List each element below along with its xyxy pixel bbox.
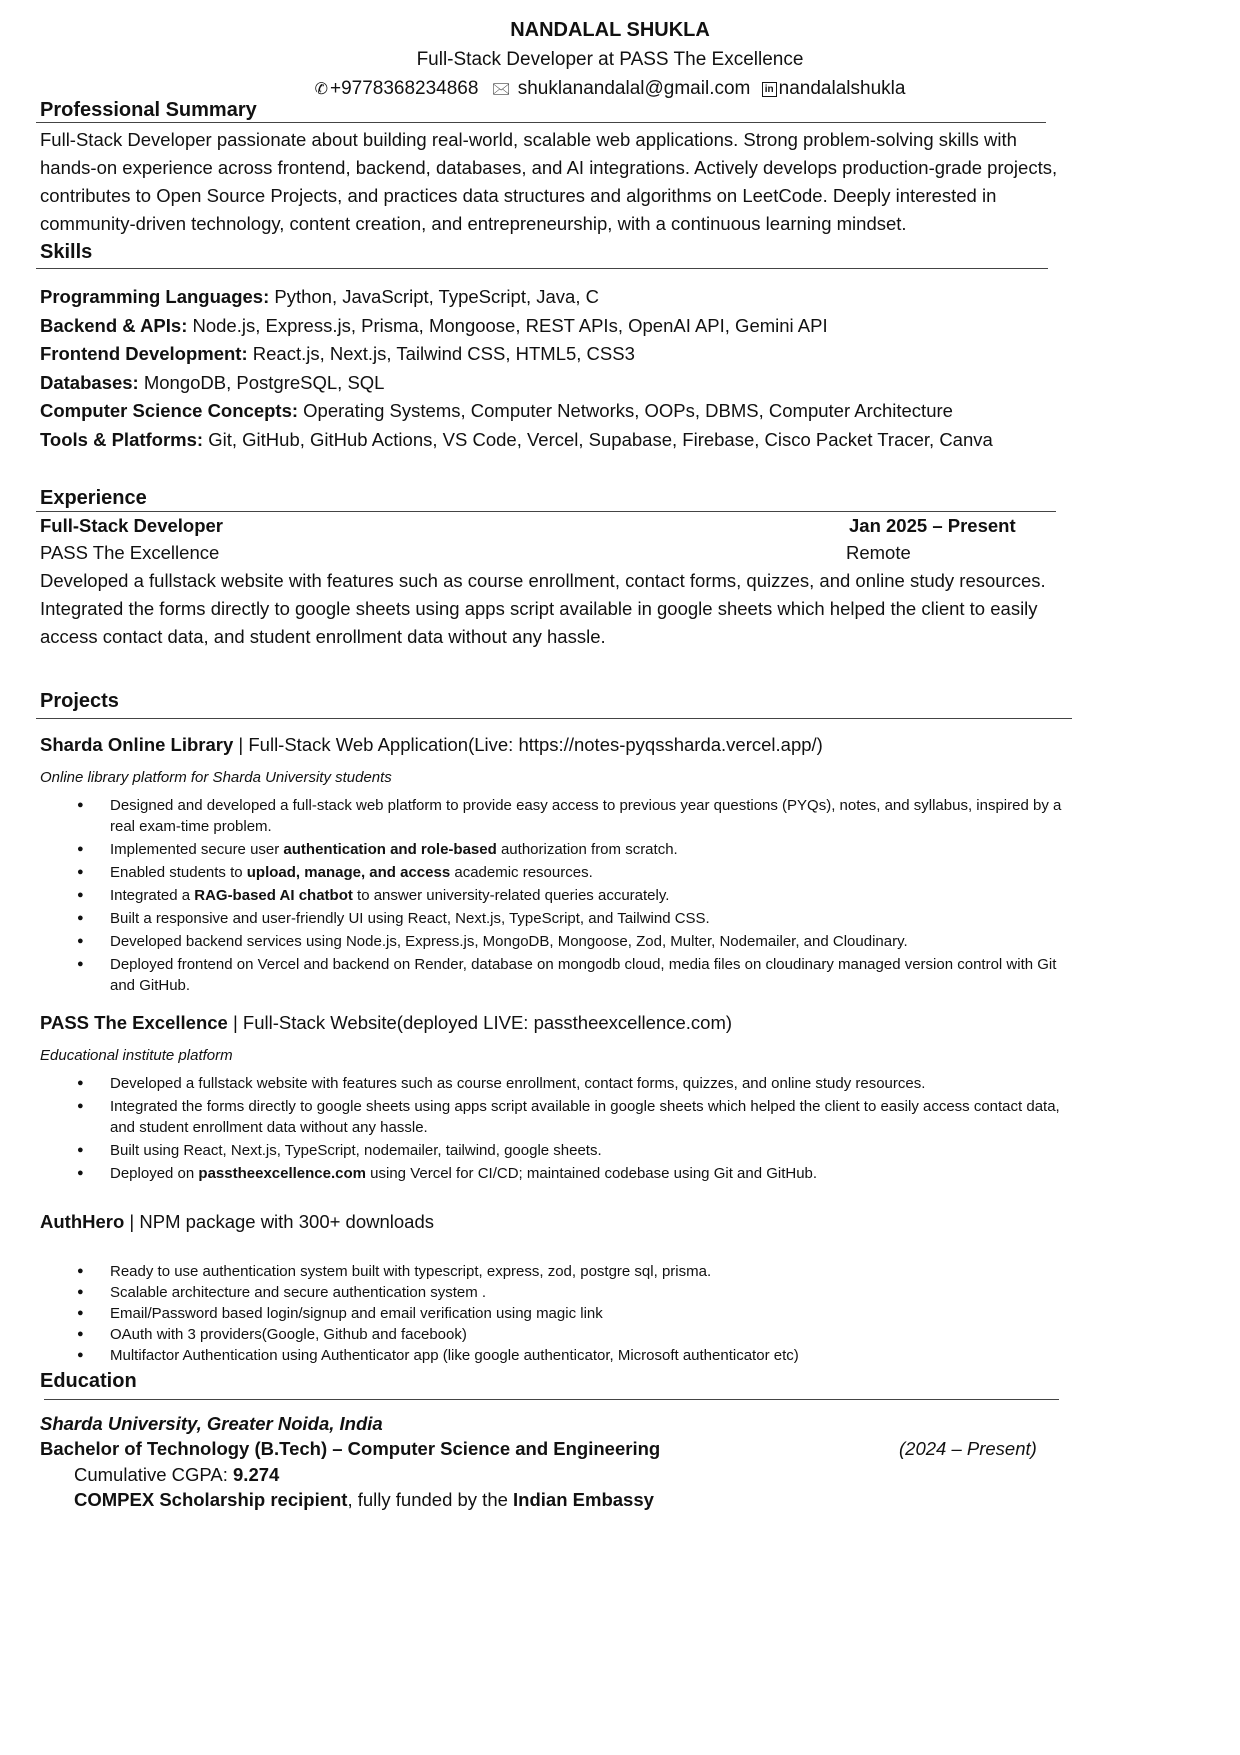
skill-row bbox=[40, 397, 993, 426]
candidate-name: NANDALAL SHUKLA bbox=[510, 19, 710, 41]
bullet-item: ● Built a responsive and user-friendly UI using React, Next.js, TypeScript, and Tailwind CSS. bbox=[35, 908, 1085, 929]
education-degree: Bachelor of Technology (B.Tech) – Computer Science and Engineering bbox=[40, 1438, 661, 1459]
bullet-item: ● Integrated a RAG-based AI chatbot to answer university-related queries accurately. bbox=[35, 885, 1085, 906]
skill-value: Python, JavaScript, TypeScript, Java, C bbox=[269, 286, 599, 307]
skill-value: Git, GitHub, GitHub Actions, VS Code, Vercel, Supabase, Firebase, Cisco Packet Tracer, Canva bbox=[203, 428, 993, 450]
project-heading bbox=[40, 1012, 732, 1034]
project-bullets bbox=[35, 1073, 1085, 1184]
scholarship-name: COMPEX Scholarship recipient bbox=[74, 1489, 348, 1510]
experience-line: Integrated the forms directly to google sheets using apps script available in google sheets which helped the client to easily bbox=[40, 598, 1038, 619]
scholarship-funder: Indian Embassy bbox=[513, 1489, 654, 1510]
cgpa-label: Cumulative CGPA: bbox=[74, 1464, 234, 1485]
linkedin-link[interactable]: nandalalshukla bbox=[778, 78, 906, 99]
section-title-summary: Professional Summary bbox=[40, 99, 257, 121]
experience-location: Remote bbox=[846, 542, 911, 563]
bullet-item: ● Enabled students to upload, manage, and access academic resources. bbox=[35, 862, 1085, 883]
bullet-item: ● Designed and developed a full-stack web platform to provide easy access to previous year questions (PYQs), notes, and syllabus, inspired by a real exam-time problem. bbox=[35, 795, 1085, 837]
summary-line: Full-Stack Developer passionate about building real-world, scalable web applications. Strong problem-solving skills with bbox=[40, 129, 1017, 150]
project-name: PASS The Excellence bbox=[40, 1012, 228, 1033]
bullet-item: ● Ready to use authentication system built with typescript, express, zod, postgre sql, prisma. bbox=[35, 1261, 1085, 1282]
bullet-item: ● Built using React, Next.js, TypeScript, nodemailer, tailwind, google sheets. bbox=[35, 1140, 1085, 1161]
bullet-item: ● Deployed frontend on Vercel and backend on Render, database on mongodb cloud, media files on cloudinary managed version control with Git and GitHub. bbox=[35, 954, 1085, 996]
project-name: Sharda Online Library bbox=[40, 734, 234, 755]
project-subtitle: Educational institute platform bbox=[40, 1047, 233, 1064]
section-divider bbox=[36, 122, 1046, 123]
skill-label: Databases: bbox=[40, 371, 139, 393]
summary-text bbox=[40, 126, 1220, 238]
section-divider bbox=[44, 1399, 1059, 1400]
experience-line: access contact data, and student enrollment data without any hassle. bbox=[40, 626, 606, 647]
bullet-item: ● Integrated the forms directly to google sheets using apps script available in google sheets which helped the client to easily access contact data, and student enrollment data without any hassle. bbox=[35, 1096, 1085, 1138]
education-cgpa bbox=[74, 1464, 279, 1486]
summary-line: contributes to Open Source Projects, and practices data structures and algorithms on LeetCode. Deeply interested in bbox=[40, 185, 997, 206]
skill-row bbox=[40, 283, 993, 312]
bullet-item: ● Deployed on passtheexcellence.com using Vercel for CI/CD; maintained codebase using Git and GitHub. bbox=[35, 1163, 1085, 1184]
bullet-item: ● OAuth with 3 providers(Google, Github and facebook) bbox=[35, 1324, 1085, 1345]
experience-line: Developed a fullstack website with features such as course enrollment, contact forms, quizzes, and online study resources. bbox=[40, 570, 1046, 591]
bullet-item: ● Developed backend services using Node.js, Express.js, MongoDB, Mongoose, Zod, Multer, Nodemailer, and Cloudinary. bbox=[35, 931, 1085, 952]
email-link[interactable]: shuklanandalal@gmail.com bbox=[517, 78, 751, 99]
scholarship-text: , fully funded by the bbox=[347, 1489, 514, 1510]
experience-role: Full-Stack Developer bbox=[40, 515, 224, 536]
project-bullets bbox=[35, 795, 1085, 996]
section-title-experience: Experience bbox=[40, 487, 147, 509]
skills-list bbox=[40, 283, 993, 454]
education-scholarship bbox=[74, 1489, 654, 1511]
skill-row bbox=[40, 340, 993, 369]
project-name: AuthHero bbox=[40, 1211, 125, 1232]
skill-row bbox=[40, 369, 993, 398]
project-description[interactable]: | Full-Stack Website(deployed LIVE: passtheexcellence.com) bbox=[227, 1012, 733, 1033]
skill-label: Programming Languages: bbox=[40, 286, 270, 307]
linkedin-icon: in bbox=[762, 82, 777, 97]
project-subtitle: Online library platform for Sharda University students bbox=[40, 769, 392, 786]
bullet-item: ● Email/Password based login/signup and email verification using magic link bbox=[35, 1303, 1085, 1324]
education-dates: (2024 – Present) bbox=[899, 1438, 1037, 1459]
section-title-skills: Skills bbox=[40, 241, 93, 263]
skill-label: Tools & Platforms: bbox=[40, 428, 204, 450]
phone-icon: ✆ bbox=[314, 81, 328, 98]
skill-row bbox=[40, 312, 993, 341]
skill-label: Frontend Development: bbox=[40, 343, 248, 364]
summary-line: community-driven technology, content creation, and entrepreneurship, with a continuous learning mindset. bbox=[40, 213, 907, 234]
skill-value: Node.js, Express.js, Prisma, Mongoose, REST APIs, OpenAI API, Gemini API bbox=[187, 314, 828, 336]
section-title-education: Education bbox=[40, 1370, 137, 1392]
project-heading bbox=[40, 1211, 434, 1233]
project-description: | NPM package with 300+ downloads bbox=[124, 1211, 435, 1232]
project-description[interactable]: | Full-Stack Web Application(Live: https://notes-pyqssharda.vercel.app/) bbox=[233, 734, 823, 755]
section-divider bbox=[36, 268, 1048, 269]
bullet-item: ● Multifactor Authentication using Authenticator app (like google authenticator, Microsoft authenticator etc) bbox=[35, 1345, 1085, 1366]
skill-label: Backend & APIs: bbox=[40, 314, 188, 336]
project-bullets bbox=[35, 1261, 1085, 1366]
experience-dates: Jan 2025 – Present bbox=[849, 515, 1016, 536]
skill-value: Operating Systems, Computer Networks, OOPs, DBMS, Computer Architecture bbox=[298, 400, 953, 421]
section-divider bbox=[36, 718, 1072, 719]
skill-row bbox=[40, 426, 993, 455]
experience-description bbox=[40, 567, 1046, 651]
project-heading bbox=[40, 734, 823, 756]
education-school: Sharda University, Greater Noida, India bbox=[40, 1413, 383, 1434]
cgpa-value: 9.274 bbox=[233, 1464, 280, 1485]
section-divider bbox=[36, 511, 1056, 512]
email-icon: 🖂 bbox=[491, 81, 511, 98]
bullet-item: ● Implemented secure user authentication and role-based authorization from scratch. bbox=[35, 839, 1085, 860]
bullet-item: ● Scalable architecture and secure authentication system . bbox=[35, 1282, 1085, 1303]
section-title-projects: Projects bbox=[40, 690, 119, 712]
phone-number[interactable]: +9778368234868 bbox=[329, 78, 479, 99]
skill-value: React.js, Next.js, Tailwind CSS, HTML5, CSS3 bbox=[247, 343, 635, 364]
experience-company: PASS The Excellence bbox=[40, 542, 220, 563]
summary-line: hands-on experience across frontend, backend, databases, and AI integrations. Actively develops production-grade projects, bbox=[40, 157, 1058, 178]
headline: Full-Stack Developer at PASS The Excellence bbox=[416, 49, 804, 70]
skill-value: MongoDB, PostgreSQL, SQL bbox=[138, 371, 385, 393]
skill-label: Computer Science Concepts: bbox=[40, 400, 299, 421]
bullet-item: ● Developed a fullstack website with features such as course enrollment, contact forms, quizzes, and online study resources. bbox=[35, 1073, 1085, 1094]
